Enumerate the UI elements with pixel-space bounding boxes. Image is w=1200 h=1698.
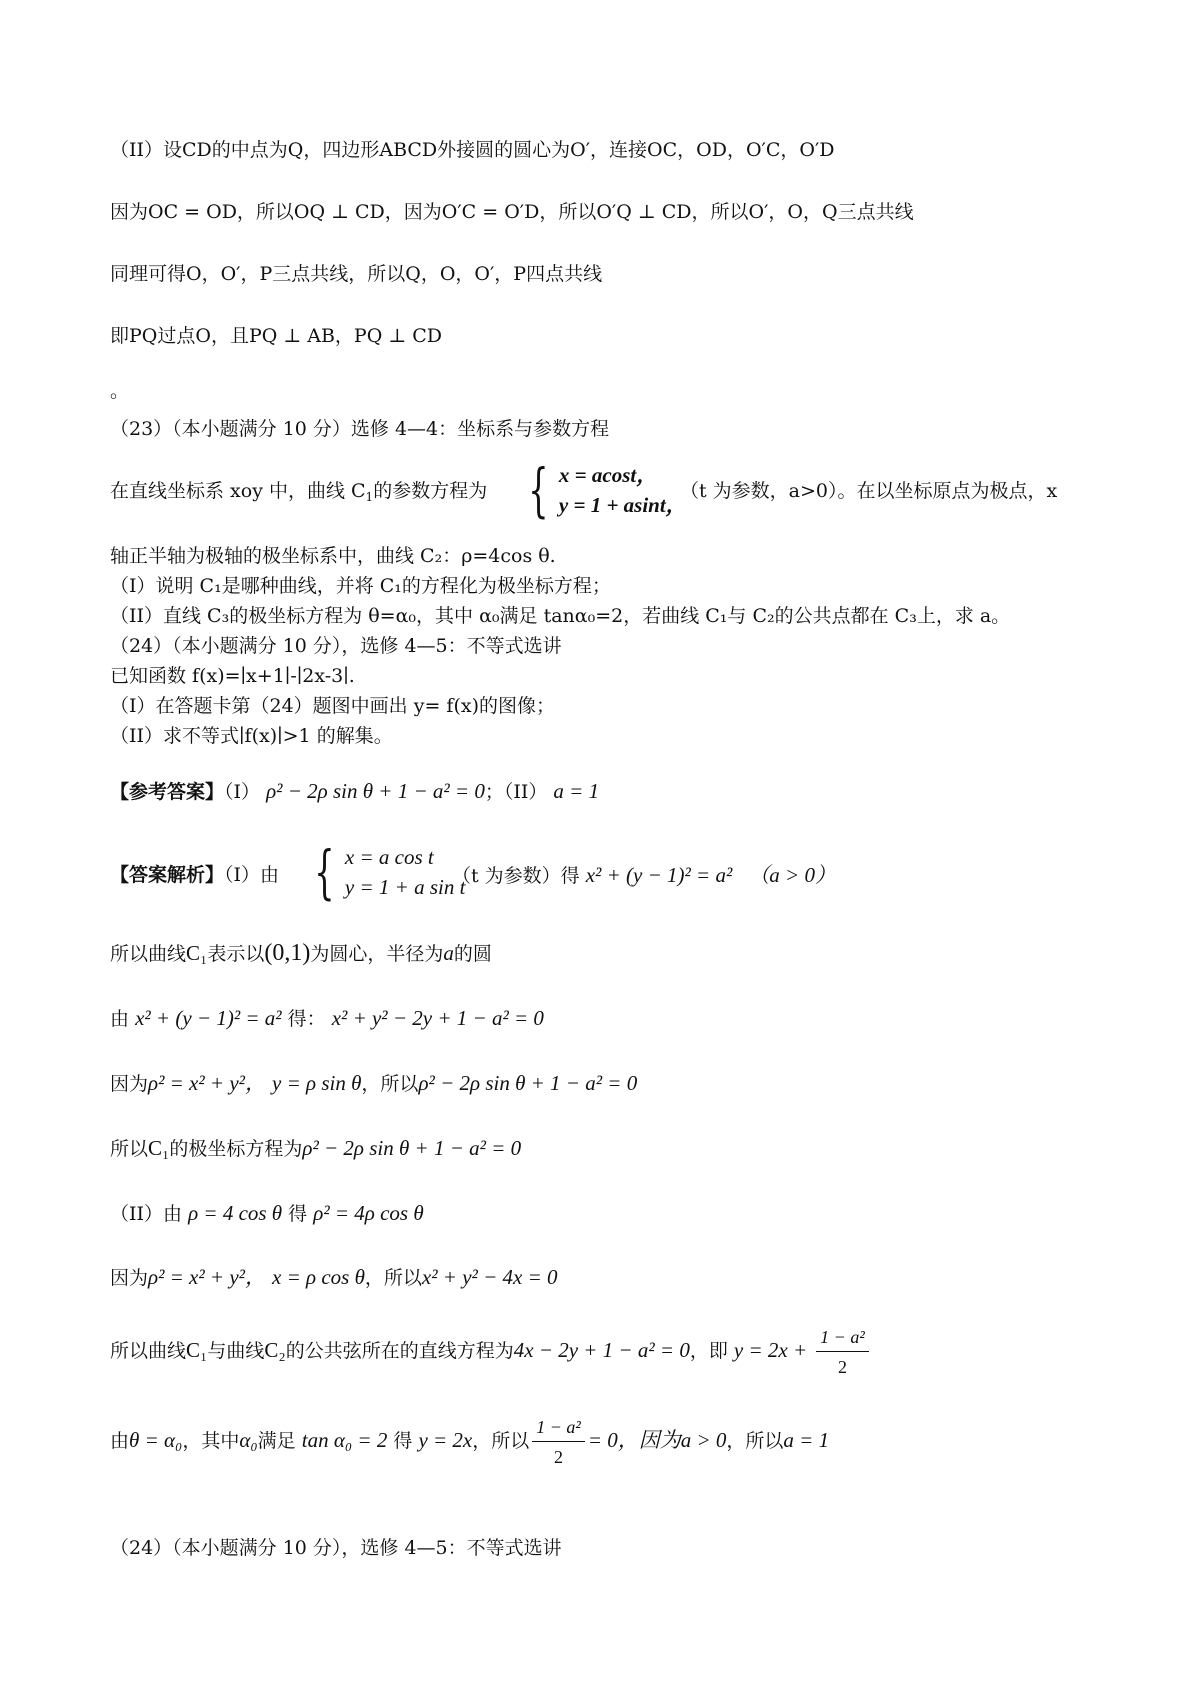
formula: (0,1) <box>264 940 311 966</box>
text-segment: 由 <box>110 1008 130 1030</box>
formula: ρ² = x² + y²， <box>148 1265 266 1289</box>
system-row: y = 1 + a sin t <box>344 875 466 899</box>
text-line: （I）在答题卡第（24）题图中画出 y= f(x)的图像； <box>110 695 555 717</box>
text-segment: 得 <box>288 1203 308 1225</box>
text-segment: 为圆心，半径为 <box>310 943 444 965</box>
fraction-numerator: 1 − a² <box>816 1325 869 1352</box>
text-segment: ；（II） <box>484 781 548 803</box>
text-segment: ，所以 <box>364 1267 422 1289</box>
text-segment: （II）由 <box>110 1203 183 1225</box>
text-segment: 的圆 <box>453 943 492 965</box>
formula: y = 2x <box>418 1428 473 1452</box>
system-row: y = 1 + asint， <box>558 493 687 517</box>
fraction-denominator: 2 <box>554 1446 564 1467</box>
text-line <box>110 1410 829 1471</box>
formula: θ = α₀ <box>129 1428 183 1452</box>
formula: ρ² − 2ρ sin θ + 1 − a² = 0 <box>266 779 485 803</box>
text-line: 。 <box>110 380 130 402</box>
text-segment: 得： <box>287 1008 326 1030</box>
formula: α₀ <box>239 1428 258 1452</box>
formula: x² + y² − 2y + 1 − a² = 0 <box>331 1006 544 1030</box>
text-line: 因为OC = OD，所以OQ ⊥ CD，因为O′C = O′D，所以O′Q ⊥ CD，所以O′，O，Q三点共线 <box>110 201 914 223</box>
formula: x² + (y − 1)² = a² <box>135 1006 282 1030</box>
parametric-system <box>520 456 687 524</box>
text-segment: 因为 <box>110 1073 149 1095</box>
question-heading: （24）（本小题满分 10 分），选修 4—5：不等式选讲 <box>110 635 562 657</box>
formula: （a > 0） <box>748 863 836 887</box>
formula: a = 1 <box>553 779 600 803</box>
text-segment: 与曲线 <box>207 1340 265 1362</box>
text-line <box>110 1200 424 1227</box>
fraction-numerator: 1 − a² <box>532 1415 585 1442</box>
text-segment: 所以曲线 <box>110 1340 187 1362</box>
formula: a > 0 <box>680 1428 727 1452</box>
text-line <box>110 1005 544 1032</box>
text-segment: 表示以 <box>207 943 265 965</box>
fraction-denominator: 2 <box>837 1356 847 1377</box>
text-line: （II）设CD的中点为Q，四边形ABCD外接圆的圆心为O′，连接OC，OD，O′C，O′D <box>110 139 835 161</box>
text-segment: 得 <box>393 1430 413 1452</box>
formula: C₂ <box>264 1338 286 1362</box>
text-line <box>110 1320 872 1381</box>
formula: ρ² = 4ρ cos θ <box>313 1201 424 1225</box>
system-row: x = acost， <box>558 463 658 487</box>
analysis-label: 【答案解析】 <box>110 864 225 886</box>
text-segment: 满足 <box>257 1430 296 1452</box>
text-segment: ，即 <box>689 1340 728 1362</box>
formula: a <box>443 941 454 965</box>
system-row: x = a cos t <box>344 845 434 869</box>
text-segment: 因为 <box>110 1267 149 1289</box>
text-segment: （I）由 <box>224 864 280 886</box>
question-heading: （23）（本小题满分 10 分）选修 4—4：坐标系与参数方程 <box>110 418 610 440</box>
formula: ρ² − 2ρ sin θ + 1 − a² = 0 <box>418 1071 638 1095</box>
text-line <box>110 1135 521 1162</box>
text-line: （t 为参数，a>0）。在以坐标原点为极点，x <box>680 480 1058 502</box>
formula: = 0，因为 <box>587 1428 681 1452</box>
text-line: 即PQ过点O，且PQ ⊥ AB，PQ ⊥ CD <box>110 325 443 347</box>
text-line: 轴正半轴为极轴的极坐标系中，曲线 C₂：ρ=4cos θ. <box>110 545 556 567</box>
fraction <box>532 1415 585 1470</box>
text-segment: 的公共弦所在的直线方程为 <box>285 1340 514 1362</box>
formula: x² + y² − 4x = 0 <box>421 1265 558 1289</box>
parametric-system <box>306 838 466 906</box>
formula: x² + (y − 1)² = a² <box>585 863 733 887</box>
brace: { <box>528 456 549 524</box>
brace: { <box>314 838 335 906</box>
fraction <box>816 1325 869 1380</box>
subscript: 1 <box>365 490 374 504</box>
text-segment: 在直线坐标系 xoy 中，曲线 C <box>110 480 366 502</box>
text-segment: （t 为参数）得 <box>452 865 580 887</box>
formula: y = ρ sin θ <box>272 1071 362 1095</box>
text-line <box>110 478 487 510</box>
answer-label: 【参考答案】 <box>110 781 225 803</box>
formula: C₁ <box>186 941 208 965</box>
text-line: （II）直线 C₃的极坐标方程为 θ=α₀，其中 α₀满足 tanα₀=2，若曲线 C₁与 C₂的公共点都在 C₃上，求 a。 <box>110 605 1011 627</box>
text-segment: 所以曲线 <box>110 943 187 965</box>
formula: ρ = 4 cos θ <box>188 1201 283 1225</box>
text-line: （I）说明 C₁是哪种曲线，并将 C₁的方程化为极坐标方程； <box>110 575 611 597</box>
formula: C₁ <box>186 1338 208 1362</box>
text-segment: 的参数方程为 <box>373 480 488 502</box>
text-line: （II）求不等式∣f(x)∣>1 的解集。 <box>110 725 393 747</box>
answer-analysis <box>110 862 279 888</box>
text-segment: ，其中 <box>182 1430 240 1452</box>
text-line: 同理可得O，O′，P三点共线，所以Q，O，O′，P四点共线 <box>110 263 603 285</box>
text-segment: 的极坐标方程为 <box>169 1138 303 1160</box>
text-segment: 由 <box>110 1430 130 1452</box>
formula: ρ² − 2ρ sin θ + 1 − a² = 0 <box>302 1136 522 1160</box>
text-line: 已知函数 f(x)=∣x+1∣-∣2x-3∣. <box>110 665 355 687</box>
formula: C₁ <box>148 1136 170 1160</box>
text-line <box>452 862 836 889</box>
formula: 4x − 2y + 1 − a² = 0 <box>513 1338 690 1362</box>
text-segment: ，所以 <box>726 1430 784 1452</box>
formula: x = ρ cos θ <box>272 1265 365 1289</box>
text-line <box>110 1070 637 1097</box>
text-segment: 所以 <box>110 1138 149 1160</box>
formula: tan α₀ = 2 <box>301 1428 388 1452</box>
formula: a = 1 <box>783 1428 830 1452</box>
formula: y = 2x + <box>733 1338 808 1362</box>
text-line <box>110 940 492 967</box>
text-segment: ，所以 <box>361 1073 419 1095</box>
text-segment: ，所以 <box>472 1430 530 1452</box>
question-heading: （24）（本小题满分 10 分），选修 4—5：不等式选讲 <box>110 1537 562 1559</box>
text-line <box>110 1264 558 1291</box>
text-segment: （I） <box>224 781 261 803</box>
formula: ρ² = x² + y²， <box>148 1071 266 1095</box>
reference-answer <box>110 778 599 805</box>
